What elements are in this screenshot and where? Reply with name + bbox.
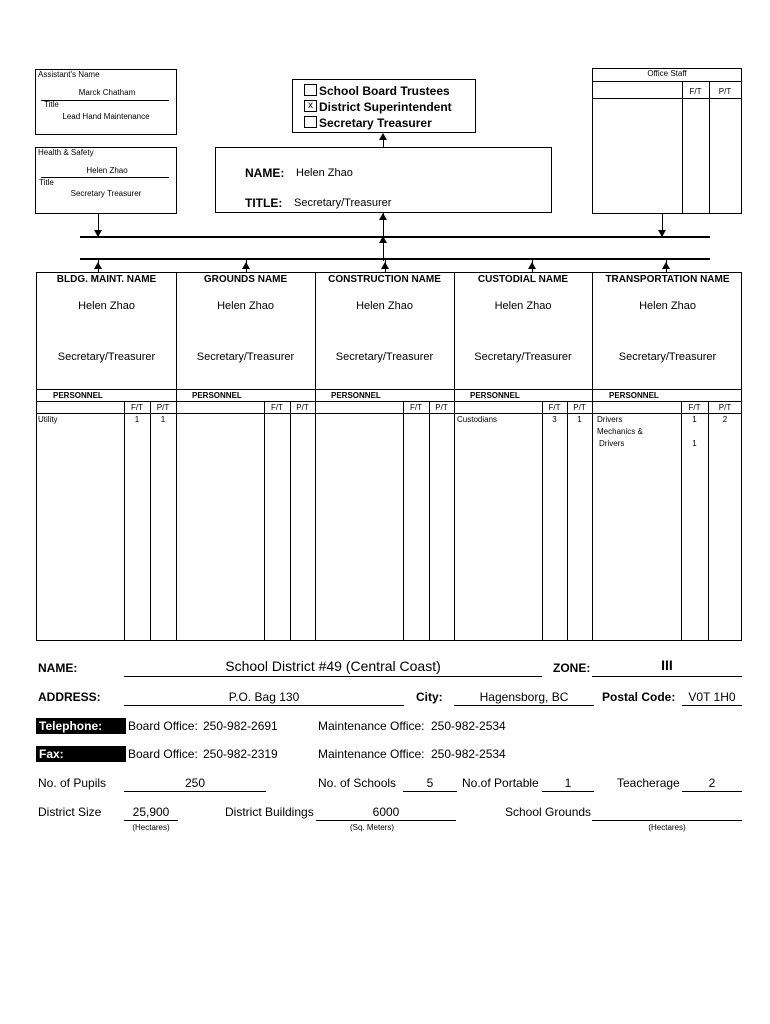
info-zone-label: ZONE:: [553, 661, 591, 675]
assistant-box: [35, 69, 177, 135]
info-name-label: NAME:: [38, 661, 78, 675]
info-tel-maint-label: Maintenance Office:: [318, 719, 425, 733]
info-fax-board-label: Board Office:: [128, 747, 198, 761]
label-school-board: School Board Trustees: [319, 84, 450, 98]
label-district-superintendent: District Superintendent: [319, 100, 452, 114]
main-title-label: TITLE:: [245, 196, 283, 210]
health-safety-title-label: Title: [39, 178, 54, 187]
dept-bldg-maint-title: Secretary/Treasurer: [57, 351, 156, 363]
dept-bldg-maint-head: BLDG. MAINT. NAME: [56, 274, 157, 285]
dept-custodial-title: Secretary/Treasurer: [474, 351, 572, 363]
info-tel-board-label: Board Office:: [128, 719, 198, 733]
dept-grounds-pt-header: P/T: [296, 403, 309, 412]
info-address: P.O. Bag 130: [228, 690, 300, 704]
dept-bldg-maint-ft-header: F/T: [131, 403, 143, 412]
office-staff-pt: P/T: [718, 87, 732, 96]
dept-grounds-personnel: PERSONNEL: [192, 391, 242, 400]
checkbox-secretary-treasurer[interactable]: [304, 116, 317, 128]
info-city: Hagensborg, BC: [479, 690, 569, 704]
info-fax-board: 250-982-2319: [203, 747, 278, 761]
info-address-label: ADDRESS:: [38, 690, 101, 704]
assistant-name: Marck Chatham: [78, 88, 136, 97]
info-size: 25,900: [132, 805, 170, 819]
table-row-pt: 2: [722, 415, 728, 424]
dept-construction-title: Secretary/Treasurer: [335, 351, 434, 363]
department-table: [36, 272, 742, 641]
info-teacherage: 2: [708, 776, 716, 790]
info-fax-label: Fax:: [36, 746, 126, 762]
table-row-role: Mechanics &: [597, 427, 643, 436]
info-size-label: District Size: [38, 805, 102, 819]
office-staff-box: [592, 68, 742, 214]
info-grounds-label: School Grounds: [505, 805, 592, 819]
info-portable-label: No.of Portable: [462, 776, 539, 790]
dept-grounds-ft-header: F/T: [271, 403, 283, 412]
info-zone: III: [661, 657, 673, 673]
health-safety-header: Health & Safety: [38, 148, 94, 157]
info-grounds-unit: (Hectares): [648, 823, 686, 832]
dept-grounds-name: Helen Zhao: [217, 300, 274, 312]
info-teacherage-label: Teacherage: [617, 776, 680, 790]
info-pupils-label: No. of Pupils: [38, 776, 107, 790]
table-row-role: Drivers: [599, 439, 625, 448]
main-name: Helen Zhao: [296, 167, 353, 179]
info-buildings: 6000: [372, 805, 400, 819]
label-secretary-treasurer: Secretary Treasurer: [319, 116, 432, 130]
dept-construction-personnel: PERSONNEL: [331, 391, 381, 400]
info-buildings-label: District Buildings: [225, 805, 314, 819]
dept-bldg-maint-pt-header: P/T: [156, 403, 170, 412]
table-row-ft: 1: [692, 415, 697, 424]
health-safety-name: Helen Zhao: [86, 166, 128, 175]
info-schools-label: No. of Schools: [318, 776, 397, 790]
dept-construction-pt-header: P/T: [435, 403, 448, 412]
table-row-ft: 1: [692, 439, 697, 448]
main-name-label: NAME:: [245, 166, 285, 180]
dept-custodial-ft-header: F/T: [548, 403, 561, 412]
dept-transportation-title: Secretary/Treasurer: [618, 351, 717, 363]
table-row-role: Custodians: [457, 415, 498, 424]
table-row-role: Utility: [38, 415, 58, 424]
info-portable: 1: [564, 776, 572, 790]
health-safety-title: Secretary Treasurer: [70, 189, 142, 198]
dept-transportation-pt-header: P/T: [718, 403, 732, 412]
dept-transportation-name: Helen Zhao: [639, 300, 696, 312]
office-staff-ft: F/T: [689, 87, 702, 96]
info-city-label: City:: [416, 690, 443, 704]
dept-bldg-maint-personnel: PERSONNEL: [53, 391, 103, 400]
dept-transportation-ft-header: F/T: [688, 403, 701, 412]
main-name-box: [215, 147, 552, 213]
info-postal: V0T 1H0: [688, 690, 736, 704]
dept-transportation-personnel: PERSONNEL: [609, 391, 659, 400]
table-row-ft: 1: [134, 415, 140, 424]
checkbox-district-superintendent[interactable]: x: [304, 100, 317, 112]
info-fax-maint-label: Maintenance Office:: [318, 747, 425, 761]
info-schools: 5: [426, 776, 434, 790]
assistant-title-label: Title: [44, 100, 59, 109]
office-staff-header: Office Staff: [647, 69, 687, 78]
info-tel-maint: 250-982-2534: [431, 719, 506, 733]
dept-custodial-pt-header: P/T: [573, 403, 586, 412]
info-fax-maint: 250-982-2534: [431, 747, 506, 761]
info-size-unit: (Hectares): [132, 823, 170, 832]
dept-construction-name: Helen Zhao: [356, 300, 413, 312]
dept-construction-head: CONSTRUCTION NAME: [328, 274, 441, 285]
health-safety-box: [35, 147, 177, 214]
dept-custodial-name: Helen Zhao: [494, 300, 552, 312]
info-telephone-label: Telephone:: [36, 718, 126, 734]
table-row-ft: 3: [552, 415, 557, 424]
info-buildings-unit: (Sq. Meters): [349, 823, 394, 832]
dept-grounds-title: Secretary/Treasurer: [196, 351, 295, 363]
dept-custodial-head: CUSTODIAL NAME: [477, 274, 569, 285]
dept-custodial-personnel: PERSONNEL: [470, 391, 520, 400]
checkbox-school-board[interactable]: [304, 84, 317, 96]
assistant-title: Lead Hand Maintenance: [62, 112, 150, 121]
table-row-pt: 1: [160, 415, 166, 424]
info-tel-board: 250-982-2691: [203, 719, 278, 733]
table-row-pt: 1: [577, 415, 582, 424]
table-row-role: Drivers: [597, 415, 623, 424]
dept-bldg-maint-name: Helen Zhao: [78, 300, 135, 312]
dept-grounds-head: GROUNDS NAME: [203, 274, 288, 285]
info-pupils: 250: [184, 776, 206, 790]
main-title: Secretary/Treasurer: [294, 197, 392, 209]
info-postal-label: Postal Code:: [602, 690, 676, 704]
assistant-header: Assistant's Name: [38, 70, 100, 79]
dept-transportation-head: TRANSPORTATION NAME: [605, 274, 730, 285]
dept-construction-ft-header: F/T: [410, 403, 422, 412]
info-name: School District #49 (Central Coast): [225, 658, 441, 674]
